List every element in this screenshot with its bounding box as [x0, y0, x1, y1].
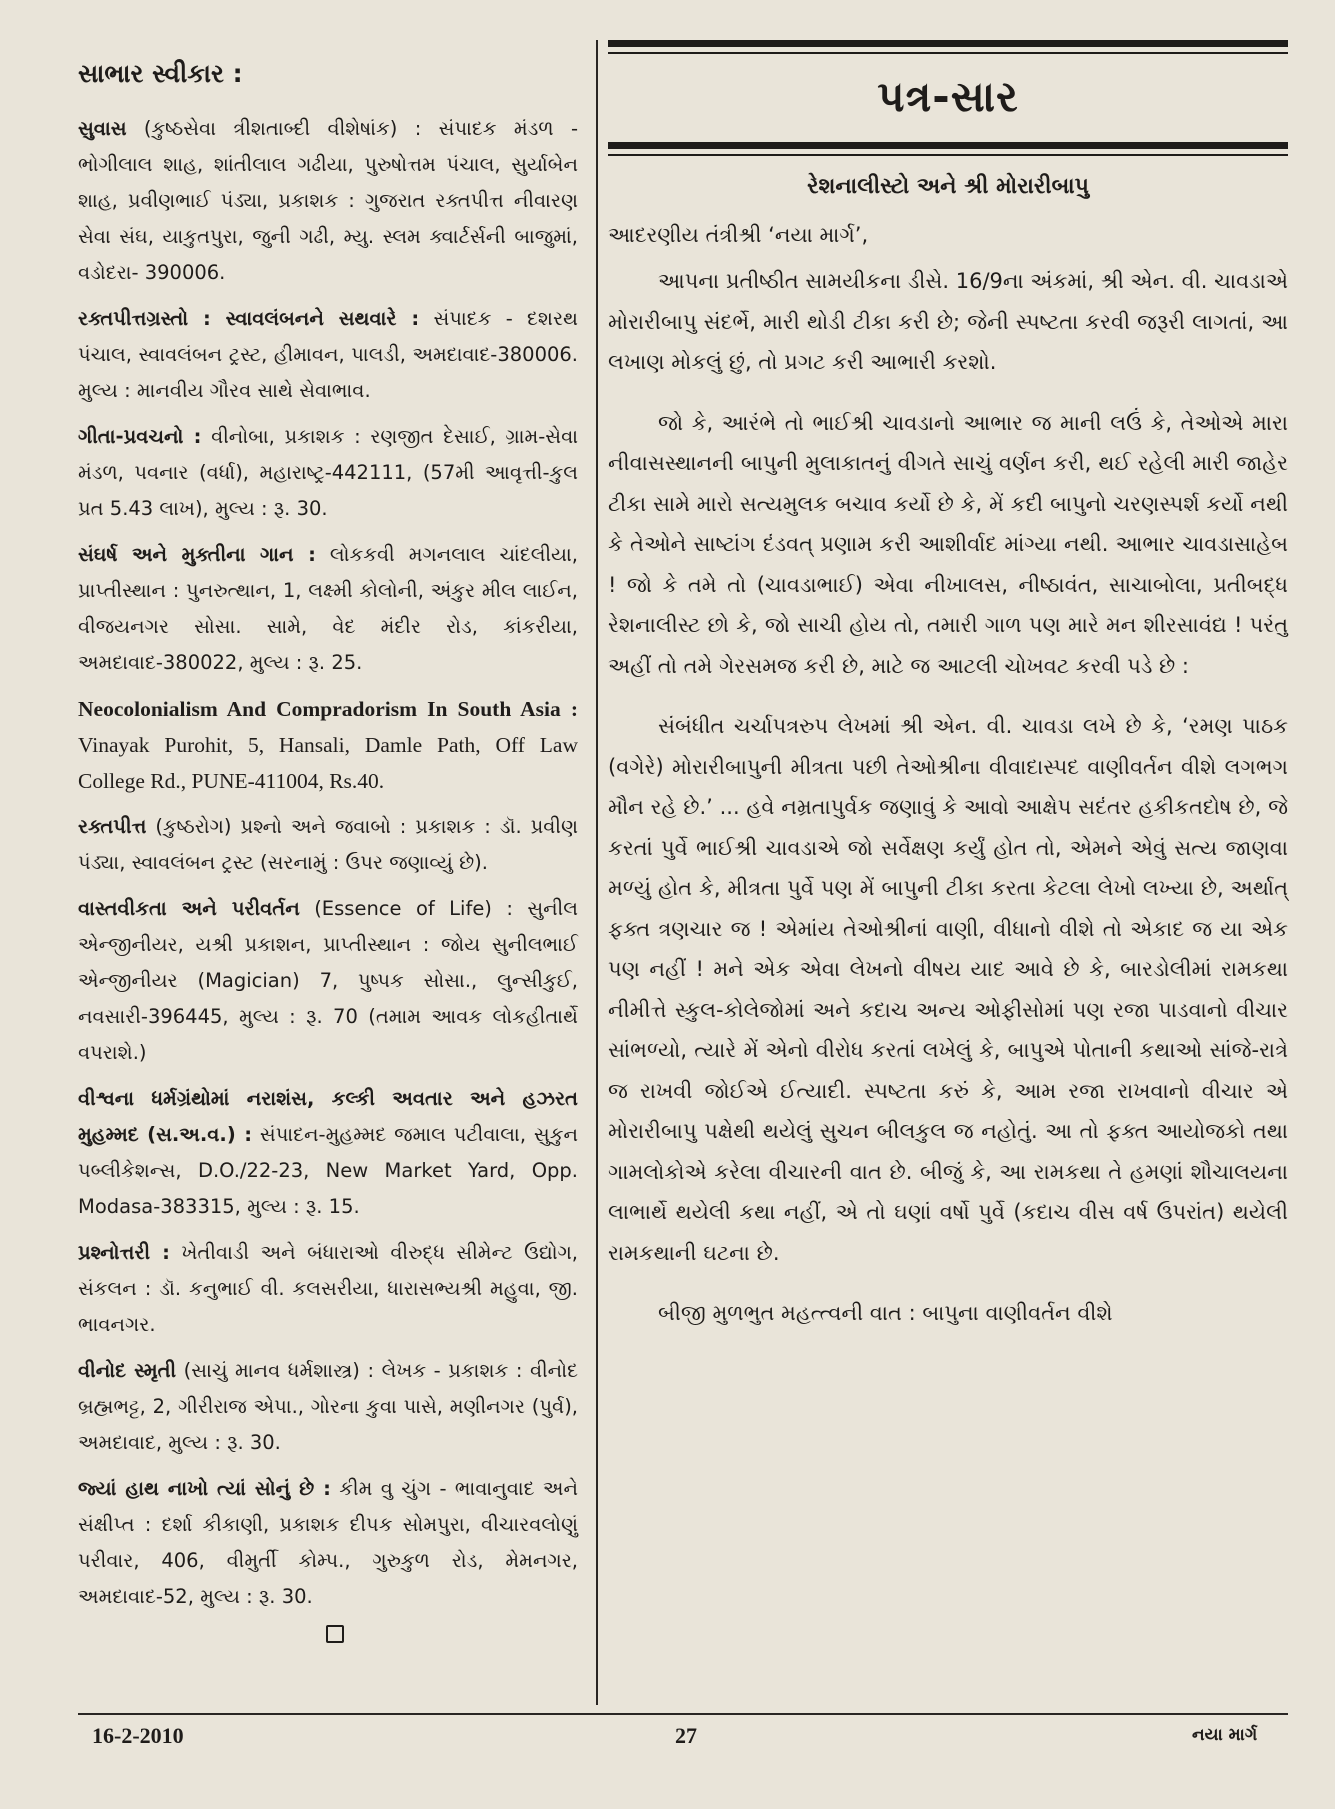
- book-title: સુવાસ: [78, 117, 127, 140]
- book-title: વાસ્તવીકતા અને પરીવર્તન: [78, 897, 300, 920]
- book-title: રક્તપીત્તગ્રસ્તો : સ્વાવલંબનને સથવારે :: [78, 307, 420, 330]
- section-rule-thick: [608, 142, 1288, 149]
- book-title: રક્તપીત્ત: [78, 815, 147, 838]
- book-details: સંપાદક - દશરથ પંચાલ, સ્વાવલંબન ટ્રસ્ટ, હીમાવન, પાલડી, અમદાવાદ-380006. મુલ્ય : માનવીય ગૌરવ સાથે સેવાભાવ.: [78, 307, 578, 402]
- book-entry: [78, 419, 578, 527]
- acknowledgements-heading: સાભાર સ્વીકાર :: [78, 59, 243, 88]
- section-title: પત્ર-સાર: [877, 72, 1019, 121]
- book-entry: [78, 1235, 578, 1343]
- letter-paragraph: આપના પ્રતીષ્ઠીત સામયીકના ડીસે. 16/9ના અંકમાં, શ્રી એન. વી. ચાવડાએ મોરારીબાપુ સંદર્ભે, મારી થોડી ટીકા કરી છે; જેની સ્પષ્ટતા કરવી જરૂરી લાગતાં, આ લખાણ મોકલું છું, તો પ્રગટ કરી આભારી કરશો.: [608, 269, 1288, 374]
- book-title: વીશ્વના ધર્મગ્રંથોમાં નરાશંસ, કલ્કી અવતાર અને હઝરત મુહમ્મદ (સ.અ.વ.) :: [78, 1087, 578, 1146]
- letter-paragraph: સંબંધીત ચર્ચાપત્રરુપ લેખમાં શ્રી એન. વી. ચાવડા લખે છે કે, ‘રમણ પાઠક (વગેરે) મોરારીબાપુની મીત્રતા પછી તેઓશ્રીના વીવાદાસ્પદ વાણીવર્તન વીશે લગભગ મૌન રહે છે.’ ... હવે નમ્રતાપુર્વક જણાવું કે આવો આક્ષેપ સદંતર હકીકતદોષ છે, જે કરતાં પુર્વે ભાઈશ્રી ચાવડાએ જો સર્વેક્ષણ કર્યું હોત તો, એમને એવું સત્ય જાણવા મળ્યું હોત કે, મીત્રતા પુર્વે પણ મેં બાપુની ટીકા કરતા કેટલા લેખો લખ્યા છે, અર્થાત્ ફક્ત ત્રણચાર જ ! એમાંય તેઓશ્રીનાં વાણી, વીધાનો વીશે તો એકાદ જ યા એક પણ નહીં ! મને એક એવા લેખનો વીષય યાદ આવે છે કે, બારડોલીમાં રામકથા નીમીત્તે સ્કુલ-કોલેજોમાં અને કદાચ અન્ય ઓફીસોમાં પણ રજા પાડવાનો વીચાર સાંભળ્યો, ત્યારે મેં એનો વીરોધ કરતાં લખેલું કે, બાપુએ પોતાની કથાઓ સાંજે-રાત્રે જ રાખવી જોઈએ ઈત્યાદી. સ્પષ્ટતા કરું કે, આમ રજા રાખવાનો વીચાર એ મોરારીબાપુ પક્ષેથી થયેલું સુચન બીલકુલ જ નહોતું. આ તો ફક્ત આયોજકો તથા ગામલોકોએ કરેલા વીચારની વાત છે. બીજું કે, આ રામકથા તે હમણાં શૌચાલયના લાભાર્થે થયેલી કથા નહીં, એ તો ઘણાં વર્ષો પુર્વે (કદાચ વીસ વર્ષ ઉપરાંત) થયેલી રામકથાની ઘટના છે.: [608, 714, 1288, 1265]
- book-title: પ્રશ્નોત્તરી :: [78, 1241, 170, 1264]
- section-rule-thin: [608, 154, 1288, 156]
- book-entry: [78, 1471, 578, 1615]
- book-entry: [78, 537, 578, 681]
- book-title: Neocolonialism And Compradorism In South Asia :: [78, 697, 578, 721]
- book-entry: [78, 1081, 578, 1225]
- book-title: જ્યાં હાથ નાખો ત્યાં સોનું છે :: [78, 1477, 331, 1500]
- issue-date: 16-2-2010: [92, 1723, 184, 1748]
- article-title: રેશનાલીસ્ટો અને શ્રી મોરારીબાપુ: [807, 174, 1089, 199]
- book-title: વીનોદ સ્મૃતી: [78, 1359, 177, 1382]
- letter-paragraph: બીજી મુળભુત મહત્ત્વની વાત : બાપુના વાણીવર્તન વીશે: [658, 1301, 1113, 1325]
- book-details: (સાચું માનવ ધર્મશાસ્ત્ર) : લેખક - પ્રકાશક : વીનોદ બ્રહ્મભટ્ટ, 2, ગીરીરાજ એપા., ગોરના કુવા પાસે, મણીનગર (પુર્વ), અમદાવાદ, મુલ્ય : રૂ. 30.: [78, 1359, 578, 1454]
- publication-name: નયા માર્ગ: [1192, 1725, 1258, 1745]
- letter-salutation: આદરણીય તંત્રીશ્રી ‘નયા માર્ગ’,: [608, 223, 869, 247]
- book-title: ગીતા-પ્રવચનો :: [78, 425, 202, 448]
- letter-paragraph: જો કે, આરંભે તો ભાઈશ્રી ચાવડાનો આભાર જ માની લઉં કે, તેઓએ મારા નીવાસસ્થાનની બાપુની મુલાકાતનું વીગતે સાચું વર્ણન કરી, થઈ રહેલી મારી જાહેર ટીકા સામે મારો સત્યમુલક બચાવ કર્યો છે કે, મેં કદી બાપુનો ચરણસ્પર્શ કર્યો નથી કે તેઓને સાષ્ટાંગ દંડવત્ પ્રણામ કરી આશીર્વાદ માંગ્યા નથી. આભાર ચાવડાસાહેબ ! જો કે તમે તો (ચાવડાભાઈ) એવા નીખાલસ, નીષ્ઠાવંત, સાચાબોલા, પ્રતીબદ્ધ રેશનાલીસ્ટ છો કે, જો સાચી હોય તો, તમારી ગાળ પણ મારે મન શીરસાવંદ્ય ! પરંતુ અહીં તો તમે ગેરસમજ કરી છે, માટે જ આટલી ચોખવટ કરવી પડે છે :: [608, 410, 1288, 678]
- book-details: લોકકવી મગનલાલ ચાંદલીયા, પ્રાપ્તીસ્થાન : પુનરુત્થાન, 1, લક્ષ્મી કોલોની, અંકુર મીલ લાઈન, વીજયનગર સોસા. સામે, વેદ મંદીર રોડ, કાંકરીયા, અમદાવાદ-380022, મુલ્ય : રૂ. 25.: [78, 543, 578, 674]
- book-entry: [78, 891, 578, 1071]
- footer-rule: [78, 1713, 1288, 1715]
- book-details: (કુષ્ઠસેવા ત્રીશતાબ્દી વીશેષાંક) : સંપાદક મંડળ - ભોગીલાલ શાહ, શાંતીલાલ ગઢીયા, પુરુષોત્તમ પંચાલ, સુર્યાબેન શાહ, પ્રવીણભાઈ પંડ્યા, પ્રકાશક : ગુજરાત રક્તપીત્ત નીવારણ સેવા સંઘ, યાકુતપુરા, જુની ગઢી, મ્યુ. સ્લમ ક્વાર્ટર્સની બાજુમાં, વડોદરા- 390006.: [78, 117, 578, 284]
- book-entry: [78, 111, 578, 291]
- book-details: (Essence of Life) : સુનીલ એન્જીનીયર, યશ્રી પ્રકાશન, પ્રાપ્તીસ્થાન : જોય સુનીલભાઈ એન્જીનીયર (Magician) 7, પુષ્પક સોસા., લુન્સીકુઈ, નવસારી-396445, મુલ્ય : રૂ. 70 (તમામ આવક લોકહીતાર્થે વપરાશે.): [78, 897, 578, 1064]
- book-details: ખેતીવાડી અને બંધારાઓ વીરુદ્ધ સીમેન્ટ ઉદ્યોગ, સંકલન : ડૉ. કનુભાઈ વી. કલસરીયા, ધારાસભ્યશ્રી મહુવા, જી. ભાવનગર.: [78, 1241, 578, 1336]
- book-details: વીનોબા, પ્રકાશક : રણજીત દેસાઈ, ગ્રામ-સેવા મંડળ, પવનાર (વર્ધા), મહારાષ્ટ્ર-442111, (57મી આવૃત્તી-કુલ પ્રત 5.43 લાખ), મુલ્ય : રૂ. 30.: [78, 425, 578, 520]
- book-details: Vinayak Purohit, 5, Hansali, Damle Path, Off Law College Rd., PUNE-411004, Rs.40.: [78, 733, 578, 793]
- book-title: સંઘર્ષ અને મુક્તીના ગાન :: [78, 543, 316, 566]
- book-entry: [78, 1353, 578, 1461]
- end-of-section-square-icon: [326, 1625, 344, 1643]
- book-details: (કુષ્ઠરોગ) પ્રશ્નો અને જવાબો : પ્રકાશક : ડૉ. પ્રવીણ પંડ્યા, સ્વાવલંબન ટ્રસ્ટ (સરનામું : ઉપર જણાવ્યું છે).: [78, 815, 578, 874]
- book-entry: [78, 301, 578, 409]
- section-rule-thick: [608, 40, 1288, 47]
- book-entry: [78, 691, 578, 799]
- page-number: 27: [675, 1723, 697, 1748]
- book-entry: [78, 809, 578, 881]
- section-rule-thin: [608, 52, 1288, 54]
- book-details: સંપાદન-મુહમ્મદ જમાલ પટીવાલા, સુકુન પબ્લીકેશન્સ, D.O./22-23, New Market Yard, Opp. Modasa-383315, મુલ્ય : રૂ. 15.: [78, 1123, 578, 1218]
- acknowledgements-column: [78, 55, 578, 1643]
- column-divider: [596, 40, 598, 1705]
- letters-column: [608, 40, 1288, 1354]
- book-details: કીમ વુ ચુંગ - ભાવાનુવાદ અને સંક્ષીપ્ત : દર્શા કીકાણી, પ્રકાશક દીપક સોમપુરા, વીચારવલોણું પરીવાર, 406, વીમુર્તી કોમ્પ., ગુરુકુળ રોડ, મેમનગર, અમદાવાદ-52, મુલ્ય : રૂ. 30.: [78, 1477, 578, 1608]
